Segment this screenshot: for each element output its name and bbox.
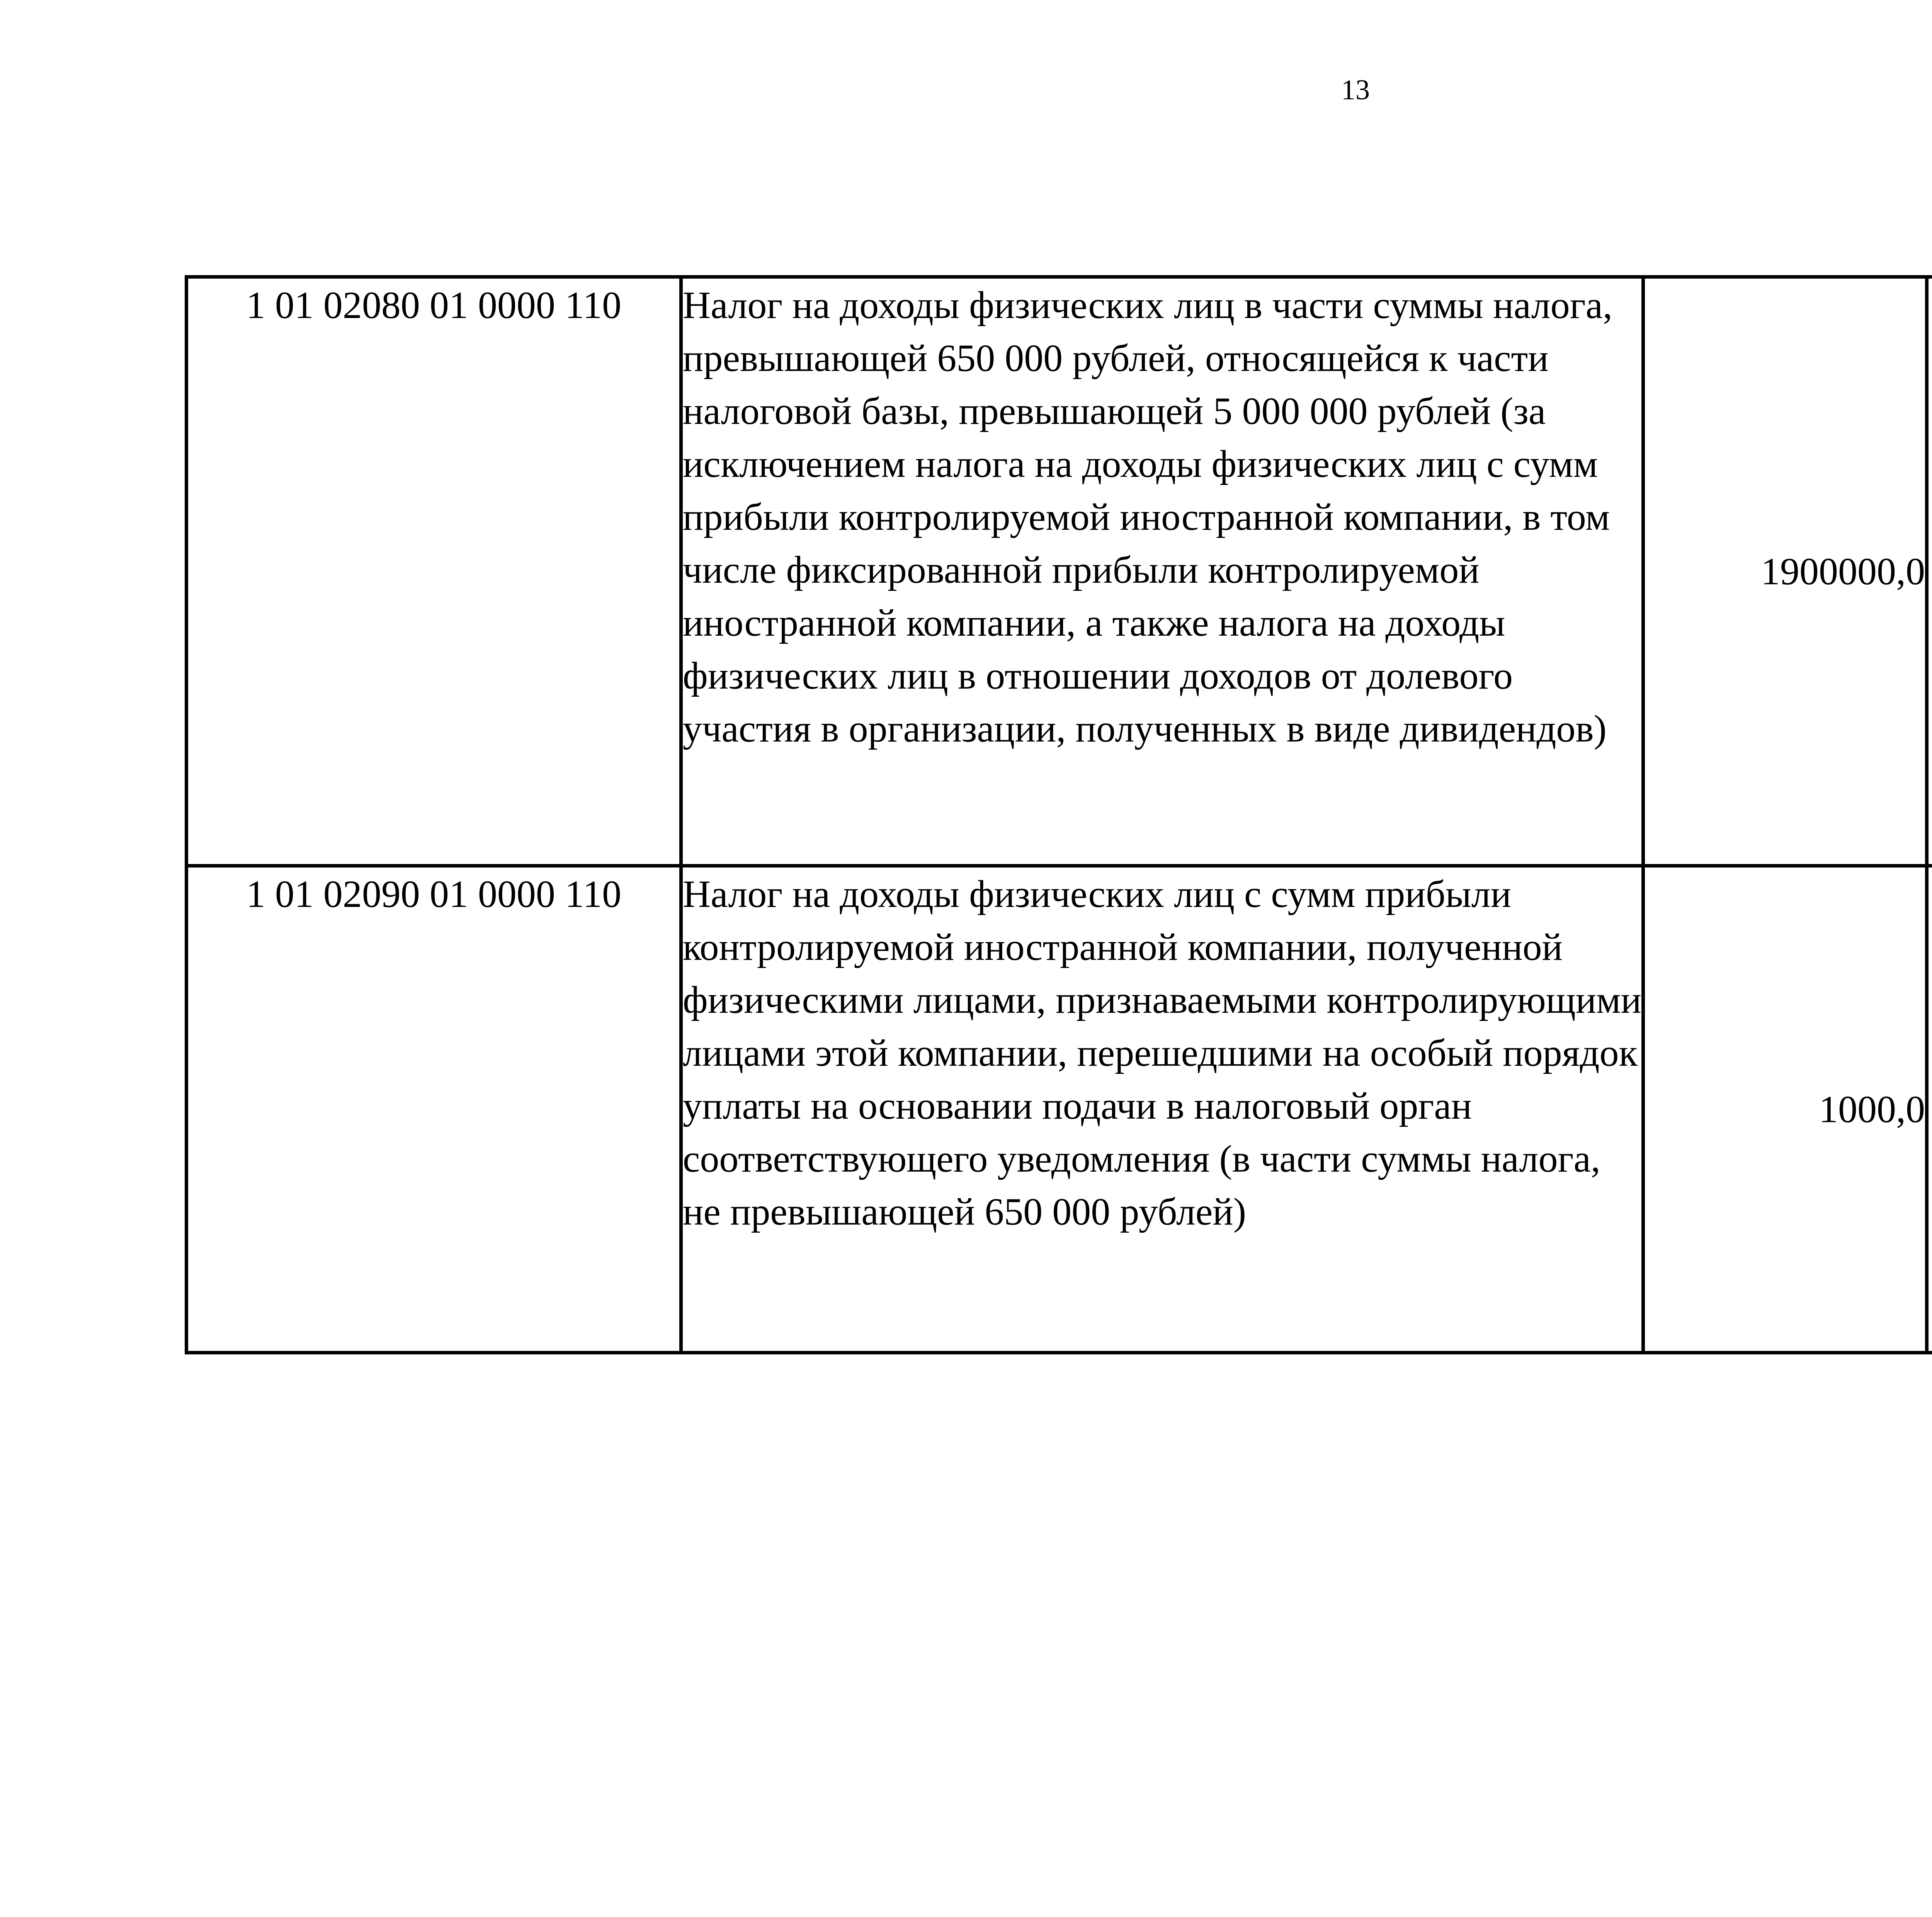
table-row [187,277,1932,866]
page-number: 13 [1341,74,1370,106]
budget-code-cell: 1 01 02090 01 0000 110 [187,866,681,1353]
description-cell: Налог на доходы физических лиц в части суммы налога, превышающей 650 000 рублей, относящейся к части налоговой базы, превышающей 5 000 000 рублей (за исключением налога на доходы физических лиц с сумм прибыли контролируемой иностранной компании, в том числе фиксированной прибыли контролируемой иностранной компании, а также налога на доходы физических лиц в отношении доходов от долевого участия в организации, полученных в виде дивидендов) [681,277,1643,866]
value-cell-year-2 [1927,866,1932,1353]
value-cell-year-1: 1000,0 [1643,866,1927,1353]
value-cell-year-2 [1927,277,1932,866]
table-row [187,866,1932,1353]
revenue-table [185,275,1932,1354]
budget-code-cell: 1 01 02080 01 0000 110 [187,277,681,866]
value-cell-year-1: 1900000,0 [1643,277,1927,866]
description-cell: Налог на доходы физических лиц с сумм прибыли контролируемой иностранной компании, полученной физическими лицами, признаваемыми контролирующими лицами этой компании, перешедшими на особый порядок уплаты на основании подачи в налоговый орган соответствующего уведомления (в части суммы налога, не превышающей 650 000 рублей) [681,866,1643,1353]
